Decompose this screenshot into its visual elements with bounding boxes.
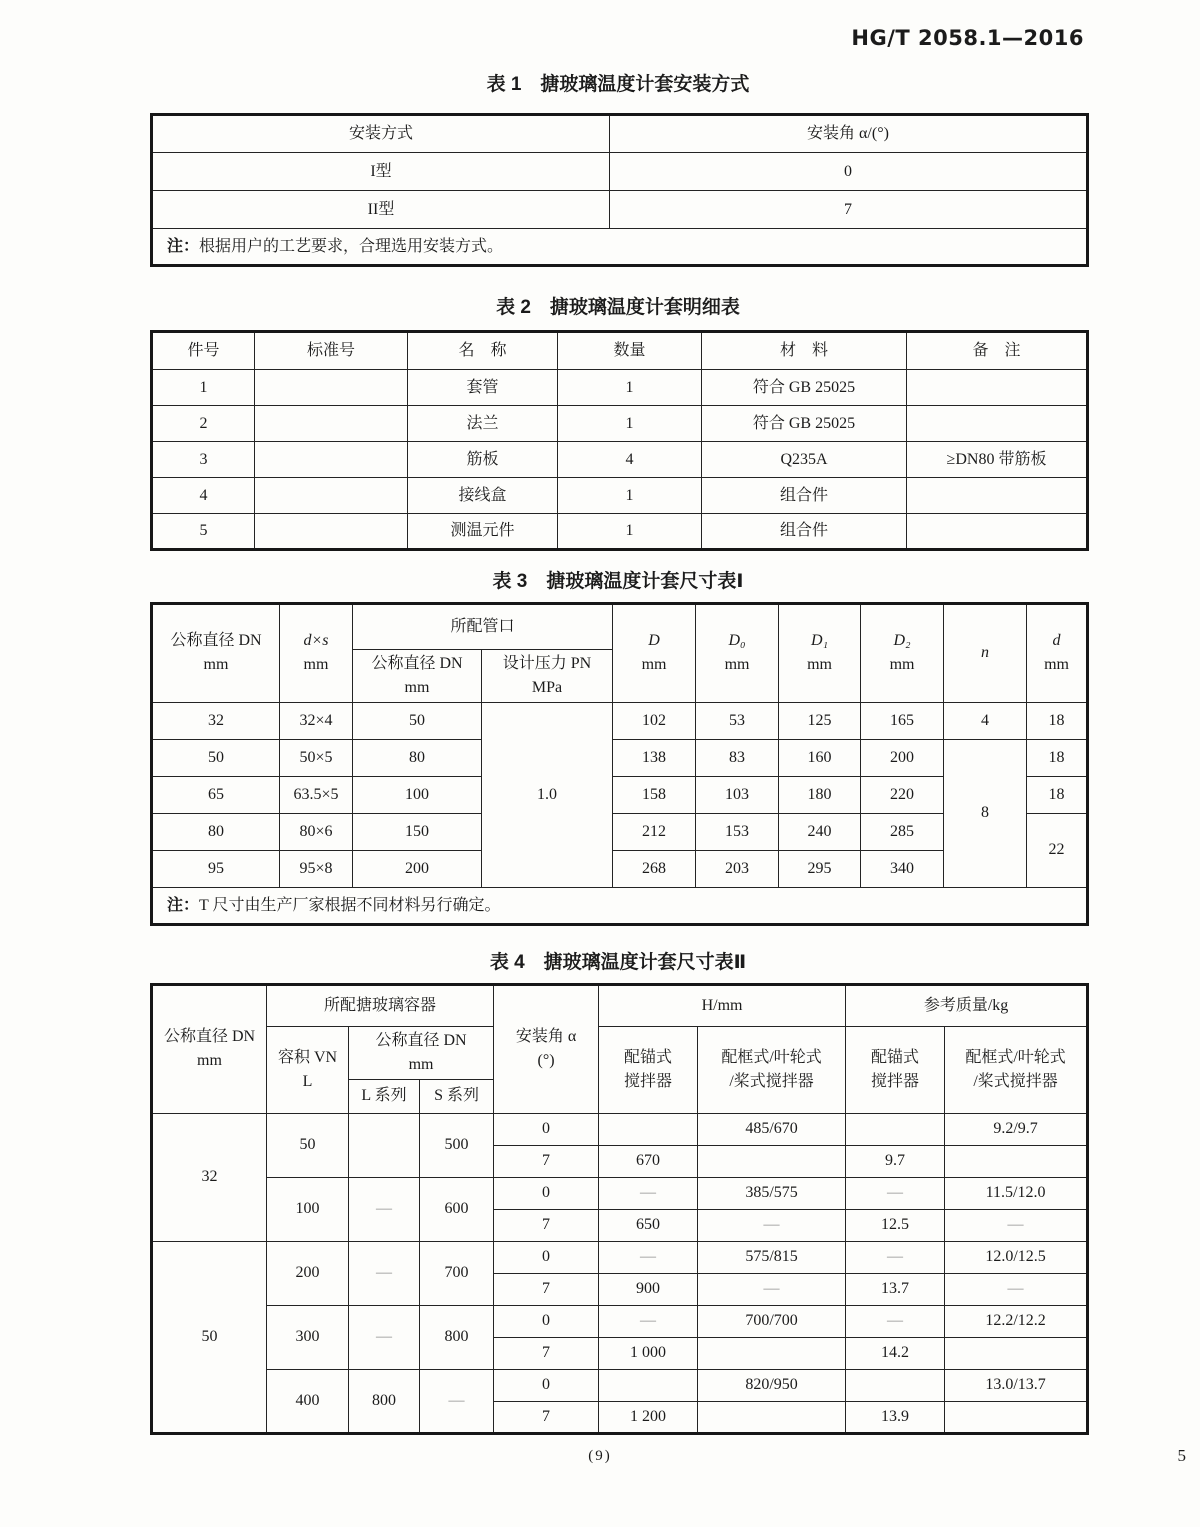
header-cell: 参考质量/kg (846, 984, 1088, 1026)
cell: 符合 GB 25025 (702, 405, 907, 441)
header-cell: n (944, 603, 1027, 702)
cell (846, 1369, 945, 1401)
cell (599, 1369, 698, 1401)
table3-dimensions-1 (150, 602, 1089, 926)
table-note: 注：T 尺寸由生产厂家根据不同材料另行确定。 (152, 887, 1088, 924)
cell: 53 (696, 702, 779, 739)
cell: 13.9 (846, 1401, 945, 1433)
header-cell: 设计压力 PN MPa (482, 649, 613, 702)
header-cell: D₂ mm (861, 603, 944, 702)
cell: 200 (267, 1241, 349, 1305)
cell: 485/670 (698, 1113, 846, 1145)
cell: 接线盒 (408, 477, 558, 513)
cell: 100 (267, 1177, 349, 1241)
table2-title: 表 2 搪玻璃温度计套明细表 (496, 296, 740, 318)
header-cell: D mm (613, 603, 696, 702)
cell: 18 (1027, 702, 1088, 739)
header-cell: D₀ mm (696, 603, 779, 702)
header-cell: 所配搪玻璃容器 (267, 984, 494, 1026)
header-cell: 配锚式 搅拌器 (846, 1026, 945, 1113)
header-cell: 标准号 (255, 331, 408, 369)
header-cell: 配框式/叶轮式 /桨式搅拌器 (698, 1026, 846, 1113)
cell: 220 (861, 776, 944, 813)
cell: — (698, 1273, 846, 1305)
cell: 340 (861, 850, 944, 887)
cell: II型 (152, 190, 610, 228)
footer-page-indicator: (9) (588, 1448, 612, 1464)
header-cell: 安装角 α (°) (494, 984, 599, 1113)
cell: 12.5 (846, 1209, 945, 1241)
cell: I型 (152, 152, 610, 190)
cell: — (599, 1241, 698, 1273)
cell: 103 (696, 776, 779, 813)
cell: 0 (494, 1305, 599, 1337)
cell: 900 (599, 1273, 698, 1305)
cell: 组合件 (702, 513, 907, 549)
table1-title: 表 1 搪玻璃温度计套安装方式 (486, 74, 750, 95)
cell (255, 441, 408, 477)
header-cell: H/mm (599, 984, 846, 1026)
cell: 3 (152, 441, 255, 477)
cell: 150 (353, 813, 482, 850)
table4-title: 表 4 搪玻璃温度计套尺寸表Ⅱ (489, 951, 747, 973)
table4-dimensions-2 (150, 983, 1089, 1435)
cell: 203 (696, 850, 779, 887)
cell: 0 (494, 1241, 599, 1273)
cell: 0 (610, 152, 1088, 190)
cell: 50 (152, 739, 280, 776)
header-cell: D₁ mm (779, 603, 861, 702)
cell (255, 513, 408, 549)
header-cell: 公称直径 DN mm (353, 649, 482, 702)
cell: 165 (861, 702, 944, 739)
cell: — (349, 1177, 420, 1241)
cell: 180 (779, 776, 861, 813)
header-cell: d mm (1027, 603, 1088, 702)
cell: 268 (613, 850, 696, 887)
cell: 1 000 (599, 1337, 698, 1369)
cell: 12.2/12.2 (945, 1305, 1088, 1337)
cell: 1 (558, 477, 702, 513)
cell: 9.7 (846, 1145, 945, 1177)
cell: 385/575 (698, 1177, 846, 1209)
cell: — (599, 1177, 698, 1209)
cell: 18 (1027, 776, 1088, 813)
cell: 32 (152, 702, 280, 739)
header-cell: 所配管口 (353, 603, 613, 649)
cell: 测温元件 (408, 513, 558, 549)
header-cell: 公称直径 DN mm (152, 603, 280, 702)
table-note: 注：根据用户的工艺要求，合理选用安装方式。 (152, 228, 1088, 265)
cell: 13.7 (846, 1273, 945, 1305)
cell (945, 1145, 1088, 1177)
cell: 212 (613, 813, 696, 850)
cell: — (945, 1273, 1088, 1305)
cell: 102 (613, 702, 696, 739)
cell (907, 369, 1088, 405)
header-cell: 材 料 (702, 331, 907, 369)
header-cell: L 系列 (349, 1079, 420, 1113)
cell: 符合 GB 25025 (702, 369, 907, 405)
cell (907, 405, 1088, 441)
cell: 7 (610, 190, 1088, 228)
standard-number: HG/T 2058.1—2016 (851, 26, 1084, 50)
cell (698, 1401, 846, 1433)
cell: 50 (152, 1241, 267, 1433)
cell: 1 200 (599, 1401, 698, 1433)
cell: 50 (353, 702, 482, 739)
cell: 80 (152, 813, 280, 850)
cell: 158 (613, 776, 696, 813)
cell: 200 (353, 850, 482, 887)
cell: 14.2 (846, 1337, 945, 1369)
cell: 575/815 (698, 1241, 846, 1273)
cell (945, 1337, 1088, 1369)
cell: 7 (494, 1273, 599, 1305)
header-cell: 安装角 α/(°) (610, 114, 1088, 152)
cell: 80×6 (280, 813, 353, 850)
cell: 800 (349, 1369, 420, 1433)
header-cell: 配框式/叶轮式 /桨式搅拌器 (945, 1026, 1088, 1113)
cell: 7 (494, 1401, 599, 1433)
cell (255, 369, 408, 405)
cell: 1 (558, 405, 702, 441)
cell: 法兰 (408, 405, 558, 441)
cell: 95×8 (280, 850, 353, 887)
cell: 800 (420, 1305, 494, 1369)
cell: — (846, 1177, 945, 1209)
cell: 4 (558, 441, 702, 477)
cell (255, 477, 408, 513)
cell: 63.5×5 (280, 776, 353, 813)
cell: 筋板 (408, 441, 558, 477)
cell: 700 (420, 1241, 494, 1305)
header-cell: 容积 VN L (267, 1026, 349, 1113)
cell (698, 1337, 846, 1369)
cell: — (349, 1305, 420, 1369)
cell: 670 (599, 1145, 698, 1177)
cell: 1 (558, 369, 702, 405)
cell: 0 (494, 1177, 599, 1209)
cell: 300 (267, 1305, 349, 1369)
cell: 2 (152, 405, 255, 441)
page-content (150, 0, 1086, 1435)
table3-title: 表 3 搪玻璃温度计套尺寸表Ⅰ (492, 570, 744, 592)
cell (846, 1113, 945, 1145)
cell (255, 405, 408, 441)
cell: 50 (267, 1113, 349, 1177)
cell: 138 (613, 739, 696, 776)
cell: ≥DN80 带筋板 (907, 441, 1088, 477)
cell: 0 (494, 1369, 599, 1401)
cell: 700/700 (698, 1305, 846, 1337)
cell: 500 (420, 1113, 494, 1177)
cell: — (349, 1241, 420, 1305)
cell: — (599, 1305, 698, 1337)
cell: 285 (861, 813, 944, 850)
cell (907, 477, 1088, 513)
cell: 650 (599, 1209, 698, 1241)
cell: — (420, 1369, 494, 1433)
cell: 1.0 (482, 702, 613, 887)
cell: Q235A (702, 441, 907, 477)
cell: — (846, 1241, 945, 1273)
cell: 7 (494, 1145, 599, 1177)
cell: 4 (152, 477, 255, 513)
cell: 1 (152, 369, 255, 405)
header-cell: S 系列 (420, 1079, 494, 1113)
cell (698, 1145, 846, 1177)
cell: 13.0/13.7 (945, 1369, 1088, 1401)
cell (945, 1401, 1088, 1433)
cell: 9.2/9.7 (945, 1113, 1088, 1145)
cell: 125 (779, 702, 861, 739)
cell: 95 (152, 850, 280, 887)
cell: 200 (861, 739, 944, 776)
cell: 22 (1027, 813, 1088, 887)
cell: 295 (779, 850, 861, 887)
cell: 240 (779, 813, 861, 850)
header-cell: 数量 (558, 331, 702, 369)
header-cell: d×s mm (280, 603, 353, 702)
header-cell: 配锚式 搅拌器 (599, 1026, 698, 1113)
header-cell: 件号 (152, 331, 255, 369)
cell: 32×4 (280, 702, 353, 739)
cell: 11.5/12.0 (945, 1177, 1088, 1209)
cell (599, 1113, 698, 1145)
table1-installation-methods (150, 113, 1089, 267)
cell (907, 513, 1088, 549)
cell: 32 (152, 1113, 267, 1241)
header-cell: 安装方式 (152, 114, 610, 152)
cell: 5 (152, 513, 255, 549)
cell: 65 (152, 776, 280, 813)
cell: 83 (696, 739, 779, 776)
cell: 8 (944, 739, 1027, 887)
cell: 160 (779, 739, 861, 776)
header-cell: 备 注 (907, 331, 1088, 369)
cell: 18 (1027, 739, 1088, 776)
header-cell: 公称直径 DN mm (349, 1026, 494, 1079)
cell: — (698, 1209, 846, 1241)
cell: 80 (353, 739, 482, 776)
cell: 套管 (408, 369, 558, 405)
cell: 50×5 (280, 739, 353, 776)
cell: 400 (267, 1369, 349, 1433)
cell: 153 (696, 813, 779, 850)
cell: 0 (494, 1113, 599, 1145)
header-cell: 公称直径 DN mm (152, 984, 267, 1113)
cell: 100 (353, 776, 482, 813)
cell: 4 (944, 702, 1027, 739)
cell: 820/950 (698, 1369, 846, 1401)
cell: 12.0/12.5 (945, 1241, 1088, 1273)
cell: 600 (420, 1177, 494, 1241)
footer-page-number: 5 (1177, 1446, 1186, 1465)
header-cell: 名 称 (408, 331, 558, 369)
cell: 1 (558, 513, 702, 549)
cell (349, 1113, 420, 1177)
cell: 7 (494, 1209, 599, 1241)
cell: 组合件 (702, 477, 907, 513)
cell: — (846, 1305, 945, 1337)
cell: 7 (494, 1337, 599, 1369)
cell: — (945, 1209, 1088, 1241)
table2-parts-list (150, 330, 1089, 551)
